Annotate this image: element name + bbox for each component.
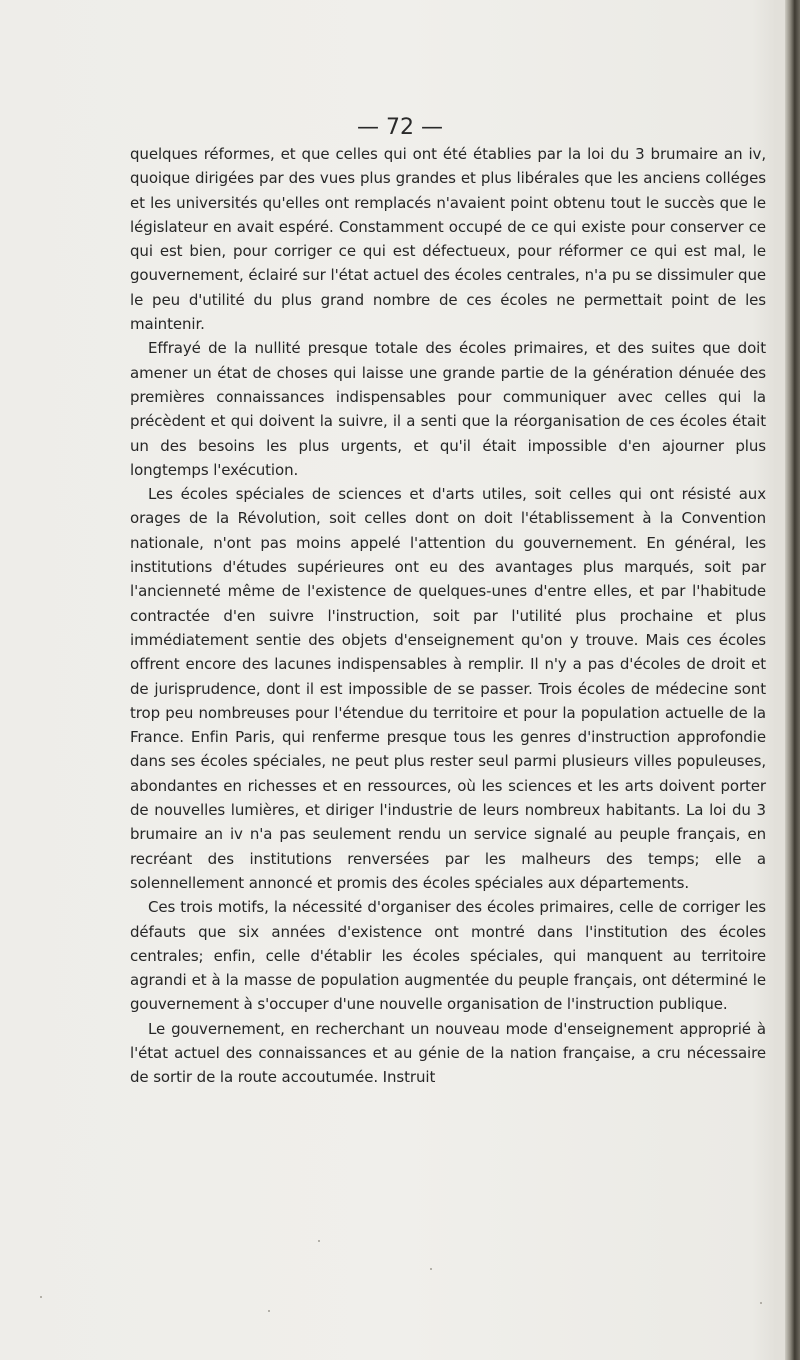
paragraph-2: Effrayé de la nullité presque totale des écoles primaires, et des suites que doit amener un état de choses qui laisse une grande partie de la génération dénuée des premières connaissances indispensables pour communiquer avec celles qui la précèdent et qui doivent la suivre, il a senti que la réorganisation de ces écoles était un des besoins les plus urgents, et qu'il était impossible d'en ajourner plus longtemps l'exécution.	[130, 339, 766, 479]
page-number: — 72 —	[357, 115, 443, 140]
speck	[268, 1310, 270, 1312]
paragraph-3: Les écoles spéciales de sciences et d'arts utiles, soit celles qui ont résisté aux orages de la Révolution, soit celles dont on doit l'établissement à la Convention nationale, n'ont pas moins appelé l'attention du gouvernement. En général, les institutions d'études supérieures ont eu des avantages plus marqués, soit par l'ancienneté même de l'existence de quelques-unes d'entre elles, et par l'habitude contractée d'en suivre l'instruction, soit par l'utilité plus prochaine et plus immédiatement sentie des objets d'enseignement qu'on y trouve. Mais ces écoles offrent encore des lacunes indispensables à remplir. Il n'y a pas d'écoles de droit et de jurisprudence, dont il est impossible de se passer. Trois écoles de médecine sont trop peu nombreuses pour l'étendue du territoire et pour la population actuelle de la France. Enfin Paris, qui renferme presque tous les genres d'instruction approfondie dans ses écoles spéciales, ne peut plus rester seul parmi plusieurs villes populeuses, abondantes en richesses et en ressources, où les sciences et les arts doivent porter de nouvelles lumières, et diriger l'industrie de leurs nombreux habitants. La loi du 3 brumaire an iv n'a pas seulement rendu un service signalé au peuple français, en recréant des institutions renversées par les malheurs des temps; elle a solennellement annoncé et promis des écoles spéciales aux départements.	[130, 485, 766, 892]
paragraph-1: quelques réformes, et que celles qui ont été établies par la loi du 3 brumaire an iv, quoique dirigées par des vues plus grandes et plus libérales que les anciens colléges et les universités qu'elles ont remplacés n'avaient point obtenu tout le succès que le législateur en avait espéré. Constamment occupé de ce qui existe pour conserver ce qui est bien, pour corriger ce qui est défectueux, pour réformer ce qui est mal, le gouvernement, éclairé sur l'état actuel des écoles centrales, n'a pu se dissimuler que le peu d'utilité du plus grand nombre de ces écoles ne permettait point de les maintenir.	[130, 145, 766, 334]
speck	[760, 1302, 762, 1304]
body-text	[130, 142, 766, 1090]
paragraph-4: Ces trois motifs, la nécessité d'organiser des écoles primaires, celle de corriger les défauts que six années d'existence ont montré dans l'institution des écoles centrales; enfin, celle d'établir les écoles spéciales, qui manquent au territoire agrandi et à la masse de population augmentée du peuple français, ont déterminé le gouvernement à s'occuper d'une nouvelle organisation de l'instruction publique.	[130, 898, 766, 1014]
speck	[430, 1268, 432, 1270]
speck	[318, 1240, 320, 1242]
page-binding-edge	[785, 0, 800, 1360]
speck	[40, 1296, 42, 1298]
paragraph-5: Le gouvernement, en recherchant un nouveau mode d'enseignement approprié à l'état actuel des connaissances et au génie de la nation française, a cru nécessaire de sortir de la route accoutumée. Instruit	[130, 1019, 766, 1087]
